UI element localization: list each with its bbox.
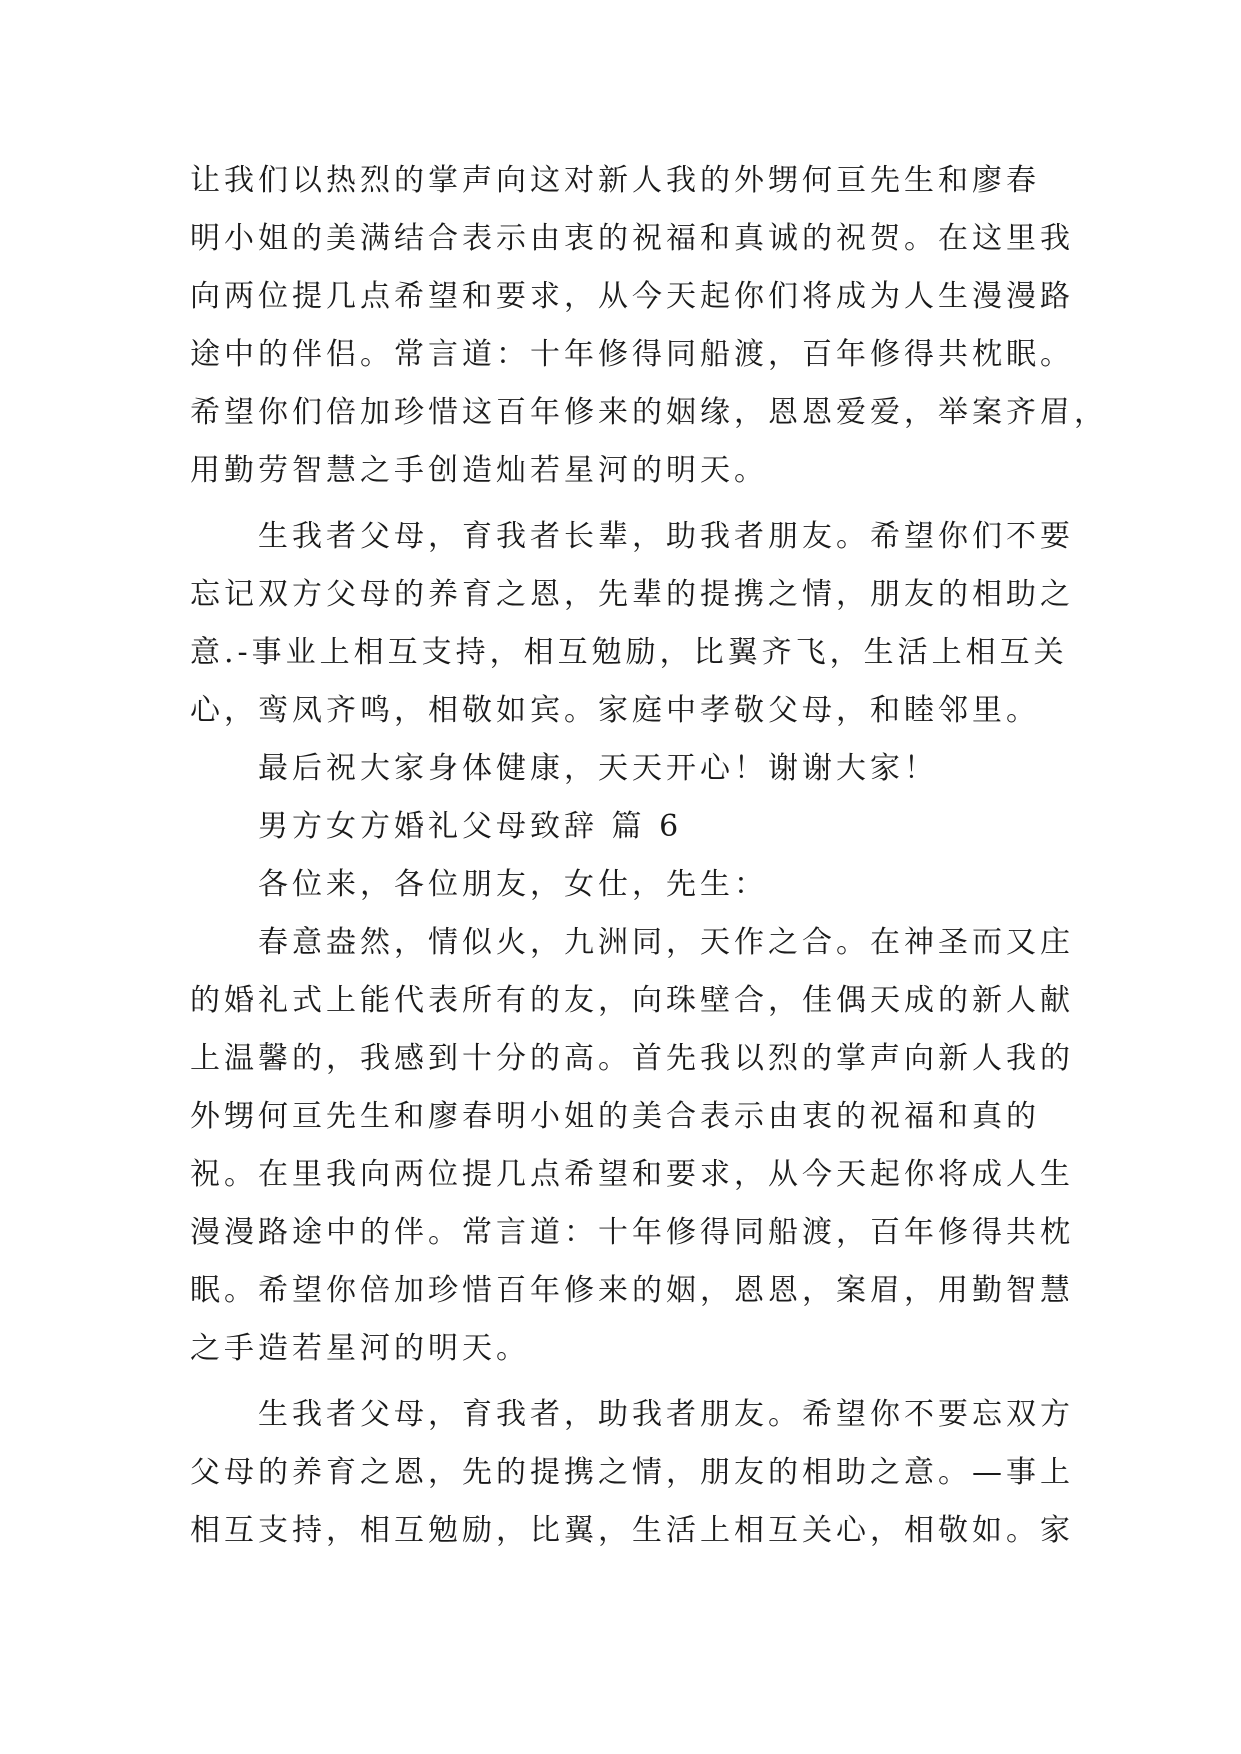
text-line: 向两位提几点希望和要求，从今天起你们将成为人生漫漫路 [190,279,1074,314]
text-line: 用勤劳智慧之手创造灿若星河的明天。 [190,453,768,488]
text-line: 父母的养育之恩，先的提携之情，朋友的相助之意。—事上 [190,1455,1074,1490]
text-line: 上温馨的，我感到十分的高。首先我以烈的掌声向新人我的 [190,1041,1074,1076]
text-line: 眠。希望你倍加珍惜百年修来的姻，恩恩，案眉，用勤智慧 [190,1273,1074,1308]
document-body [190,152,1108,1560]
text-line: 希望你们倍加珍惜这百年修来的姻缘，恩恩爱爱，举案齐眉， [190,395,1108,430]
text-line: 之手造若星河的明天。 [190,1331,530,1366]
text-line: 心，鸾凤齐鸣，相敬如宾。家庭中孝敬父母，和睦邻里。 [190,693,1040,728]
text-line: 让我们以热烈的掌声向这对新人我的外甥何亘先生和廖春 [190,163,1040,198]
paragraph-start-line: 生我者父母，育我者，助我者朋友。希望你不要忘双方 [258,1397,1074,1432]
text-line: 途中的伴侣。常言道：十年修得同船渡，百年修得共枕眠。 [190,337,1074,372]
text-line: 的婚礼式上能代表所有的友，向珠壁合，佳偶天成的新人献 [190,983,1074,1018]
section-heading: 男方女方婚礼父母致辞 篇 6 [258,809,683,844]
text-line: 明小姐的美满结合表示由衷的祝福和真诚的祝贺。在这里我 [190,221,1074,256]
paragraph-start-line: 春意盎然，情似火，九洲同，天作之合。在神圣而又庄 [258,925,1074,960]
salutation-line: 各位来，各位朋友，女仕，先生： [258,867,768,902]
text-line: 外甥何亘先生和廖春明小姐的美合表示由衷的祝福和真的 [190,1099,1040,1134]
text-line: 忘记双方父母的养育之恩，先辈的提携之情，朋友的相助之 [190,577,1074,612]
closing-line: 最后祝大家身体健康，天天开心！谢谢大家！ [258,751,938,786]
text-line: 意.-事业上相互支持，相互勉励，比翼齐飞，生活上相互关 [190,635,1068,670]
text-line: 祝。在里我向两位提几点希望和要求，从今天起你将成人生 [190,1157,1074,1192]
paragraph-start-line: 生我者父母，育我者长辈，助我者朋友。希望你们不要 [258,519,1074,554]
text-line: 相互支持，相互勉励，比翼，生活上相互关心，相敬如。家 [190,1513,1074,1548]
text-line: 漫漫路途中的伴。常言道：十年修得同船渡，百年修得共枕 [190,1215,1074,1250]
